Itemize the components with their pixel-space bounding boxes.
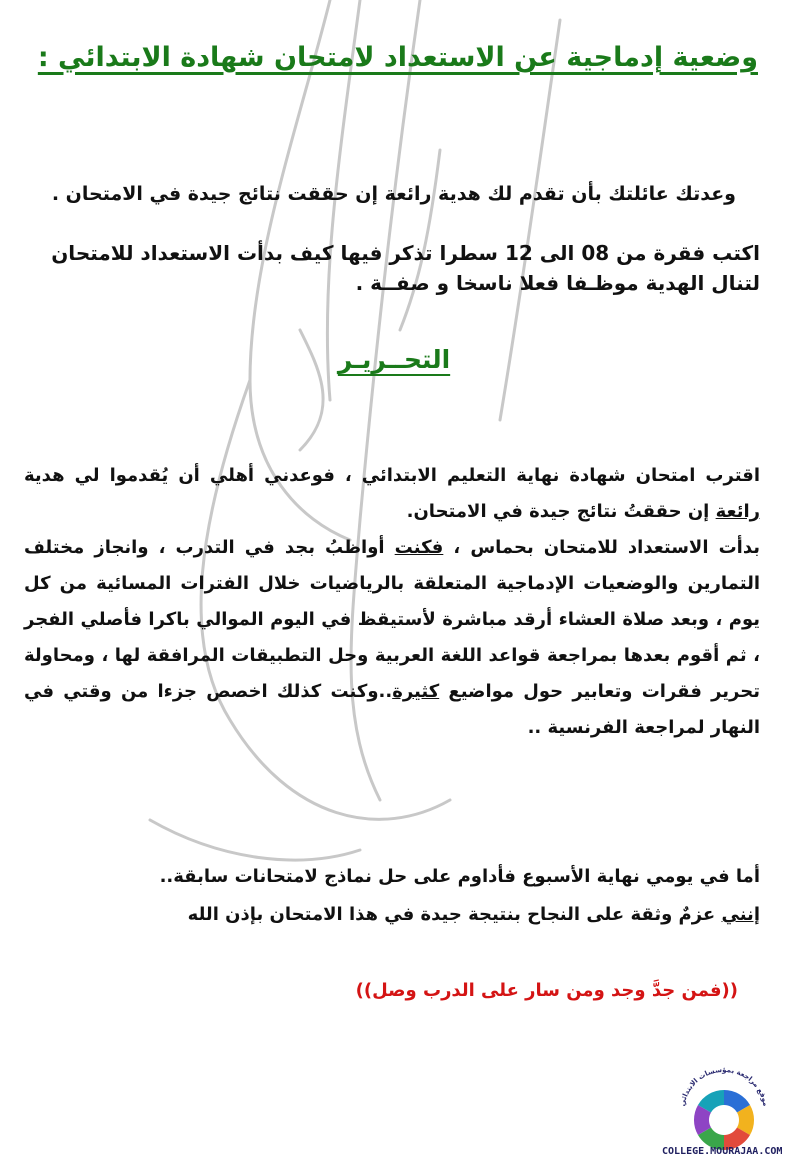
closing-quote: ((فمن جدَّ وجد ومن سار على الدرب وصل)) [355,980,738,1001]
paragraph2-text-b: أواظبُ بجد في التدرب ، وانجاز مختلف التمارين والوضعيات الإدماجية المتعلقة بالرياضيات خلال الفترات المسائية من كل يوم ، وبعد صلاة العشاء أرقد مباشرة لأستيقظ في اليوم الموالي باكرا فأصلي الفجر ، ثم أقوم بعدها بمراجعة قواعد اللغة العربية وحل التطبيقات المرافقة لها ، ومحاولة تحرير فقرات وتعابير حول مواضيع [24,537,760,702]
paragraph1-text-b: إن حققتُ نتائج جيدة في الامتحان. [406,501,716,522]
paragraph2-text-a: بدأت الاستعداد للامتحان بحماس ، [443,537,760,558]
closing-line-1: أما في يومي نهاية الأسبوع فأداوم على حل نماذج لامتحانات سابقة.. [159,866,760,887]
prompt-context: وعدتك عائلتك بأن تقدم لك هدية رائعة إن حققت نتائج جيدة في الامتحان . [51,183,736,205]
paragraph2-underlined-word-1: فكنت [394,537,444,558]
closing-line-2-text: عزمٌ وثقة على النجاح بنتيجة جيدة في هذا الامتحان بإذن الله [187,904,722,925]
prompt-instruction: اكتب فقرة من 08 الى 12 سطرا تذكر فيها كيف بدأت الاستعداد للامتحان لتنال الهدية موظـفا فعلا ناسخا و صفــة . [51,241,760,295]
paragraph1-underlined-word: رائعة [715,501,760,522]
essay-closing [40,858,760,934]
paragraph2-text-c: ..وكنت كذلك اخصص جزءا من وقتي في النهار لمراجعة الفرنسية .. [24,681,760,738]
site-logo [660,1060,788,1160]
closing-underlined-word: إنني [721,904,760,925]
page-title: وضعية إدماجية عن الاستعداد لامتحان شهادة الابتدائي : [37,42,758,73]
paragraph1-text-a: اقترب امتحان شهادة نهاية التعليم الابتدائي ، فوعدني أهلي أن يُقدموا لي هدية [24,465,760,486]
section-heading: التحــريـر [337,345,451,374]
closing-line-2 [40,896,760,934]
paragraph2-underlined-word-2: كثيرة [392,681,440,702]
logo-caption: COLLEGE.MOURAJAA.COM [662,1146,783,1157]
essay-paragraph-2 [24,530,760,746]
essay-paragraph-1 [24,458,760,530]
logo-arc-text: موقع مراجعة بمؤسسات الابتدائي [678,1065,770,1107]
essay-body [24,458,760,746]
